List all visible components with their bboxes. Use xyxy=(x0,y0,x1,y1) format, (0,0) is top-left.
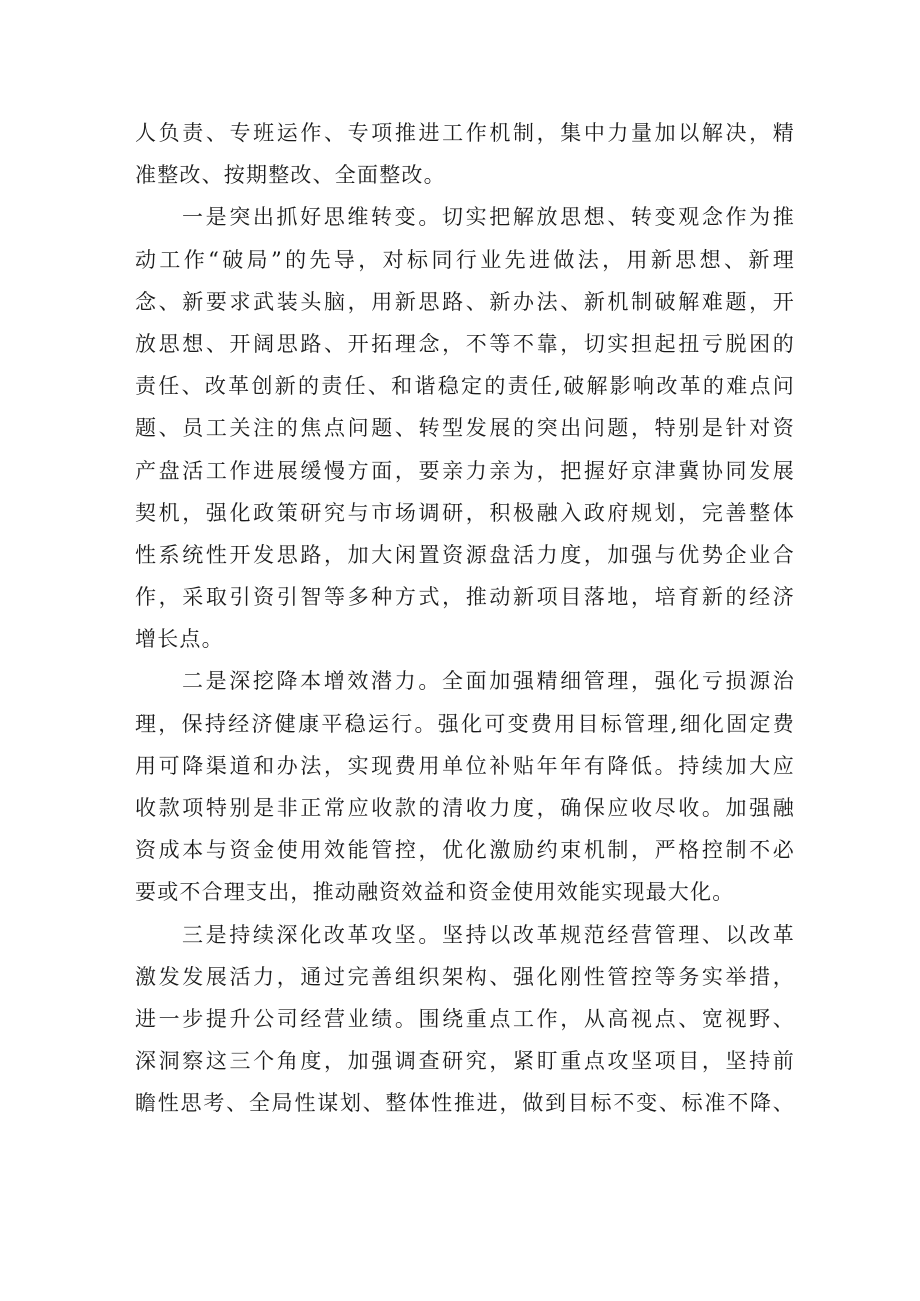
text-line: 三是持续深化改革攻坚。坚持以改革规范经营管理、以改革 xyxy=(182,922,795,947)
text-line: 契机，强化政策研究与市场调研，积极融入政府规划，完善整体 xyxy=(135,500,795,525)
text-line: 增长点。 xyxy=(135,627,224,652)
text-line: 人负责、专班运作、专项推进工作机制，集中力量加以解决，精 xyxy=(135,121,795,145)
text-line: 责任、改革创新的责任、和谐稳定的责任,破解影响改革的难点问 xyxy=(135,374,795,399)
paragraph-cost-reduction xyxy=(135,660,795,913)
paragraph-thinking-transformation xyxy=(135,196,795,660)
text-line: 准整改、按期整改、全面整改。 xyxy=(135,163,446,188)
text-line: 瞻性思考、全局性谋划、整体性推进，做到目标不变、标准不降、 xyxy=(135,1091,795,1116)
text-line: 深洞察这三个角度，加强调查研究，紧盯重点攻坚项目，坚持前 xyxy=(135,1049,795,1074)
text-line: 二是深挖降本增效潜力。全面加强精细管理，强化亏损源治 xyxy=(182,669,795,694)
text-line: 收款项特别是非正常应收款的清收力度，确保应收尽收。加强融 xyxy=(135,796,795,820)
text-line: 进一步提升公司经营业绩。围绕重点工作，从高视点、宽视野、 xyxy=(135,1006,795,1031)
text-line: 资成本与资金使用效能管控，优化激励约束机制，严格控制不必 xyxy=(135,838,795,863)
text-line: 激发发展活力，通过完善组织架构、强化刚性管控等务实举措， xyxy=(135,964,795,989)
text-line: 念、新要求武装头脑，用新思路、新办法、新机制破解难题，开 xyxy=(135,289,795,314)
text-line: 理，保持经济健康平稳运行。强化可变费用目标管理,细化固定费 xyxy=(135,711,795,736)
body-text xyxy=(135,112,795,1125)
text-line: 动工作“破局”的先导，对标同行业先进做法，用新思想、新理 xyxy=(135,247,795,272)
text-line: 一是突出抓好思维转变。切实把解放思想、转变观念作为推 xyxy=(182,205,795,230)
text-line: 作，采取引资引智等多种方式，推动新项目落地，培育新的经济 xyxy=(135,585,795,610)
text-line: 性系统性开发思路，加大闲置资源盘活力度，加强与优势企业合 xyxy=(135,542,795,567)
text-line: 题、员工关注的焦点问题、转型发展的突出问题，特别是针对资 xyxy=(135,416,795,441)
paragraph-deepen-reform xyxy=(135,914,795,1125)
paragraph-continuation xyxy=(135,112,795,196)
text-line: 用可降渠道和办法，实现费用单位补贴年年有降低。持续加大应 xyxy=(135,753,795,778)
text-line: 放思想、开阔思路、开拓理念，不等不靠，切实担起扭亏脱困的 xyxy=(135,331,795,356)
text-line: 产盘活工作进展缓慢方面，要亲力亲为，把握好京津冀协同发展 xyxy=(135,458,795,483)
text-line: 要或不合理支出，推动融资效益和资金使用效能实现最大化。 xyxy=(135,880,735,905)
